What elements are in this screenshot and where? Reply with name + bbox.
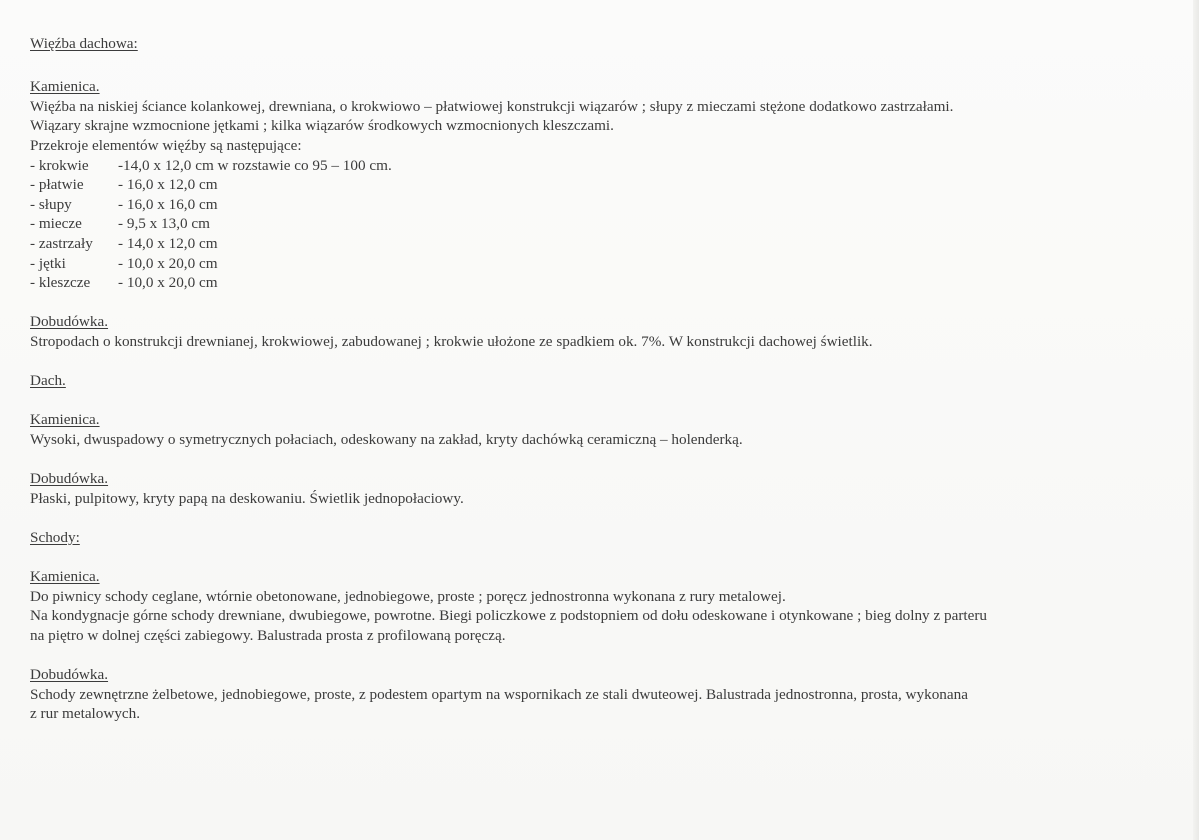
dimension-value: - 10,0 x 20,0 cm [118,254,218,272]
paragraph-line: Wysoki, dwuspadowy o symetrycznych połaciach, odeskowany na zakład, kryty dachówką ceramiczną – holenderką. [30,430,743,448]
paragraph-line: Schody zewnętrzne żelbetowe, jednobiegowe, proste, z podestem opartym na wspornikach ze stali dwuteowej. Balustrada jednostronna, prosta, wykonana [30,685,968,703]
heading-dach: Dach. [30,372,66,390]
heading-schody: Schody: [30,528,80,546]
heading-wiezba: Więźba dachowa: [30,35,138,52]
paragraph-line: z rur metalowych. [30,705,141,723]
dimension-value: - 16,0 x 12,0 cm [118,176,218,194]
dimension-value: - 14,0 x 12,0 cm [118,234,218,252]
dimension-name: - kleszcze [30,274,91,292]
paragraph-line: Więźba na niskiej ściance kolankowej, drewniana, o krokwiowo – płatwiowej konstrukcji wiązarów ; słupy z mieczami stężone dodatkowo zastrzałami. [30,97,954,115]
subheading-kamienica: Kamienica. [30,411,100,429]
subheading-dobudowka: Dobudówka. [30,470,109,488]
dimension-row [30,254,1170,274]
subheading-kamienica: Kamienica. [30,568,100,586]
scan-edge [1193,0,1199,840]
document-body [30,34,1170,724]
dimension-row [30,156,1170,176]
subheading-dobudowka: Dobudówka. [30,666,109,683]
paragraph-line: Na kondygnacje górne schody drewniane, dwubiegowe, powrotne. Biegi policzkowe z podstopniem od dołu odeskowane i otynkowane ; bieg dolny z parteru [30,607,987,625]
dimension-value: - 9,5 x 13,0 cm [118,215,210,233]
paragraph-line: Wiązary skrajne wzmocnione jętkami ; kilka wiązarów środkowych wzmocnionych kleszczami. [30,117,614,135]
dimension-value: -14,0 x 12,0 cm w rozstawie co 95 – 100 cm. [118,156,392,174]
dimension-name: - krokwie [30,156,89,174]
dimension-value: - 10,0 x 20,0 cm [118,274,218,292]
dimension-name: - jętki [30,254,66,272]
dimension-row [30,175,1170,195]
subheading-dobudowka: Dobudówka. [30,313,109,331]
dimension-row [30,234,1170,254]
paragraph-line: na piętro w dolnej części zabiegowy. Balustrada prosta z profilowaną poręczą. [30,626,506,644]
dimension-row [30,195,1170,215]
paragraph-line: Przekroje elementów więźby są następujące: [30,136,302,154]
subheading-kamienica: Kamienica. [30,78,100,96]
paragraph-line: Płaski, pulpitowy, kryty papą na deskowaniu. Świetlik jednopołaciowy. [30,489,464,507]
dimension-value: - 16,0 x 16,0 cm [118,195,218,213]
paragraph-line: Stropodach o konstrukcji drewnianej, krokwiowej, zabudowanej ; krokwie ułożone ze spadkiem ok. 7%. W konstrukcji dachowej świetlik. [30,332,873,350]
dimensions-list [30,156,1170,293]
dimension-name: - słupy [30,195,72,213]
dimension-row [30,273,1170,293]
dimension-name: - miecze [30,215,82,233]
paragraph-line: Do piwnicy schody ceglane, wtórnie obetonowane, jednobiegowe, proste ; poręcz jednostronna wykonana z rury metalowej. [30,587,786,605]
dimension-name: - płatwie [30,176,84,194]
dimension-row [30,214,1170,234]
dimension-name: - zastrzały [30,234,93,252]
